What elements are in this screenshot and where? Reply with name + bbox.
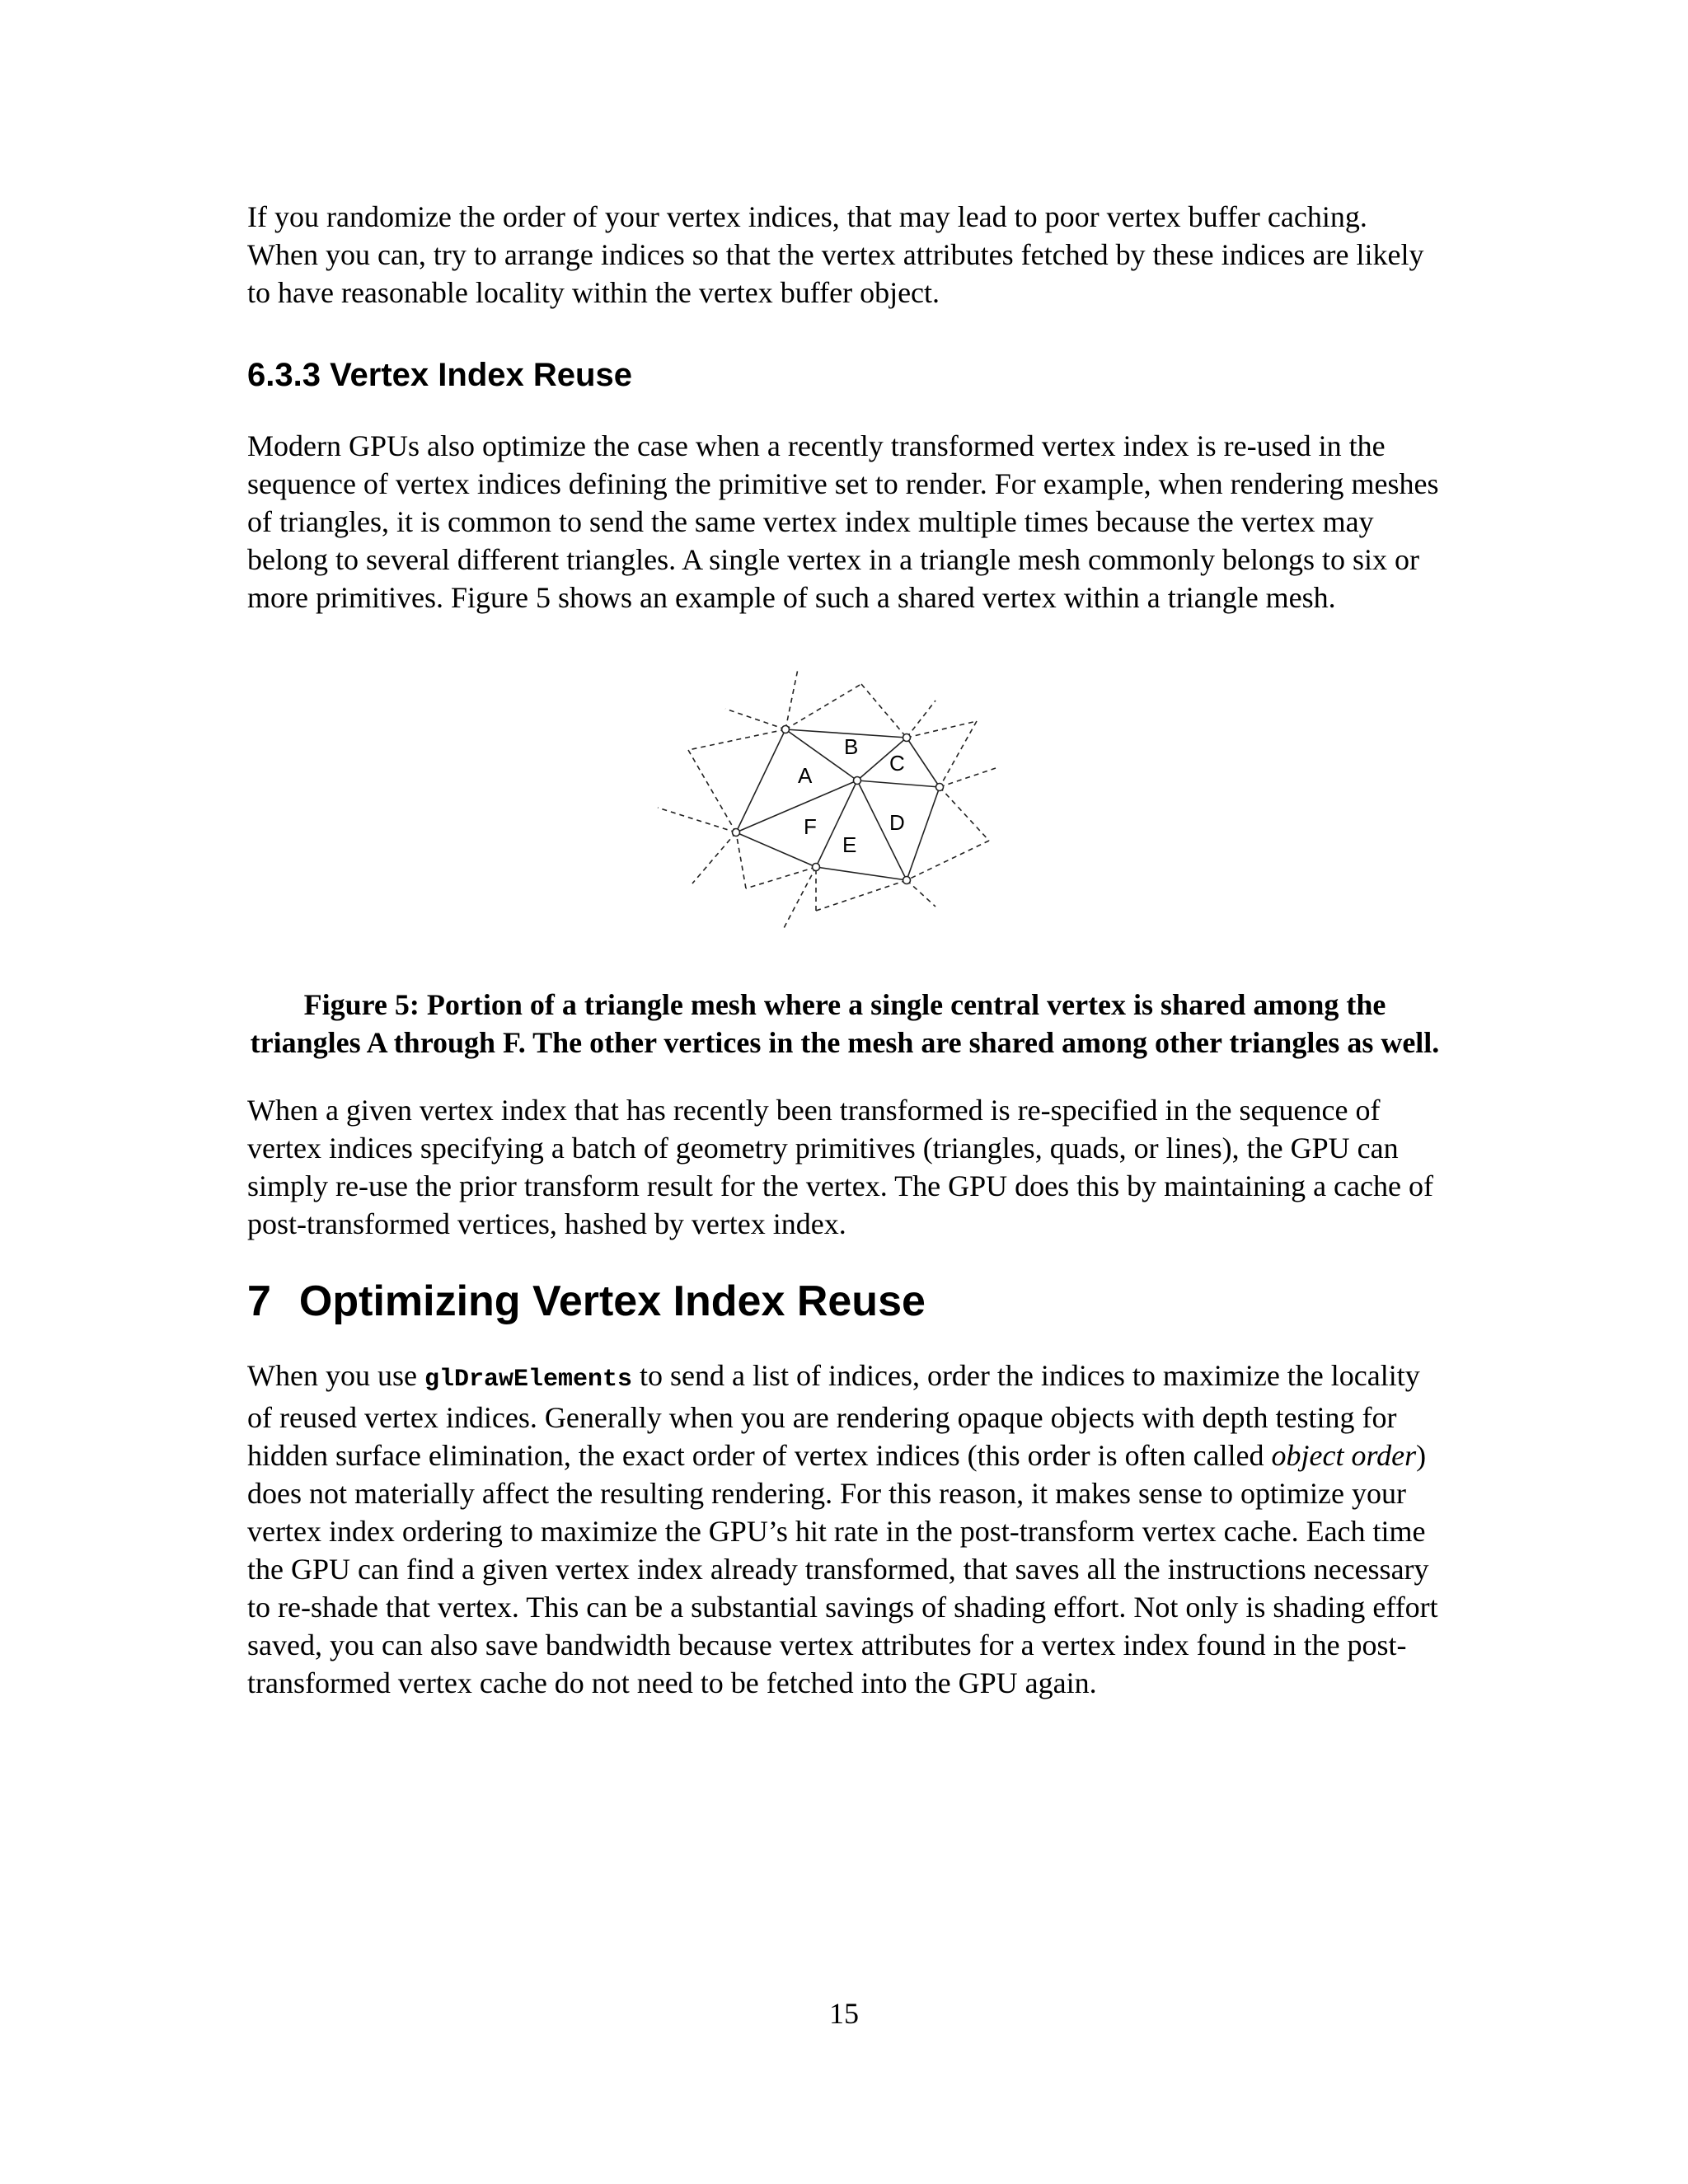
mesh-edge-dashed — [940, 787, 989, 841]
mesh-edge — [907, 738, 940, 787]
italic-term: object order — [1271, 1439, 1417, 1472]
mesh-edge-dashed — [785, 684, 861, 729]
mesh-edge-dashed — [725, 709, 785, 729]
mesh-edge-dashed — [692, 832, 736, 883]
paragraph-text: When you use — [247, 1359, 424, 1392]
mesh-edge-dashed — [816, 880, 907, 911]
document-page — [247, 198, 1442, 1702]
mesh-edge-dashed — [785, 669, 798, 729]
paragraph-optimizing-reuse — [247, 1357, 1442, 1702]
triangle-label-e: E — [842, 832, 857, 857]
mesh-edge-dashed — [783, 867, 816, 930]
triangle-label-d: D — [889, 810, 905, 835]
mesh-edge — [816, 867, 907, 880]
mesh-edge — [736, 780, 857, 832]
mesh-edge — [857, 780, 940, 787]
figure-triangle-mesh — [247, 668, 1442, 940]
mesh-edge-dashed — [907, 701, 935, 738]
figure-caption: Figure 5: Portion of a triangle mesh where a single central vertex is shared among the triangles A through F. The other vertices in the mesh are shared among other triangles as well. — [250, 988, 1440, 1059]
mesh-edge-dashed — [736, 832, 746, 888]
mesh-edge — [907, 787, 940, 880]
mesh-edge-dashed — [940, 721, 977, 787]
section-title: Optimizing Vertex Index Reuse — [298, 1277, 926, 1325]
mesh-edge-dashed — [746, 867, 816, 888]
mesh-edge-dashed — [688, 729, 785, 750]
paragraph-text: to send a list of indices, order the indices to maximize the locality of reused vertex indices. Generally when you are rendering opaque objects with depth testing for hidden surface elimination, the exact order of vertex indices (this order is often called — [247, 1359, 1420, 1472]
mesh-edge-dashed — [688, 750, 736, 832]
paragraph-transform-cache: When a given vertex index that has recently been transformed is re-specified in the sequence of vertex indices specifying a batch of geometry primitives (triangles, quads, or lines), the GPU can simply re-use the prior transform result for the vertex. The GPU does this by maintaining a cache of post-transformed vertices, hashed by vertex index. — [247, 1094, 1433, 1240]
paragraph-index-reuse: Modern GPUs also optimize the case when a recently transformed vertex index is re-used in the sequence of vertex indices defining the primitive set to render. For example, when rendering meshes of triangles, it is common to send the same vertex index multiple times because the vertex may belong to several different triangles. A single vertex in a triangle mesh commonly belongs to six or more primitives. Figure 5 shows an example of such a shared vertex within a triangle mesh. — [247, 429, 1439, 614]
mesh-vertex-central — [854, 777, 861, 785]
mesh-edge-dashed — [907, 721, 977, 738]
mesh-vertex — [733, 829, 740, 837]
mesh-vertex — [903, 734, 911, 742]
triangle-label-b: B — [844, 734, 859, 759]
mesh-vertex — [903, 877, 911, 884]
mesh-edge-dashed — [658, 808, 736, 832]
triangle-mesh-diagram — [651, 668, 1039, 940]
triangle-label-a: A — [798, 763, 813, 788]
page-number: 15 — [829, 1997, 859, 2030]
triangle-label-f: F — [804, 814, 817, 839]
mesh-edge-dashed — [907, 880, 935, 907]
mesh-vertex — [782, 726, 790, 733]
inline-code: glDrawElements — [424, 1366, 632, 1394]
mesh-edge-dashed — [861, 684, 907, 738]
subsection-heading: 6.3.3 Vertex Index Reuse — [247, 357, 632, 393]
mesh-vertex — [813, 864, 820, 871]
paragraph-text: ) does not materially affect the resulting rendering. For this reason, it makes sense to optimize your vertex index ordering to maximize the GPU’s hit rate in the post-transform vertex cache. Each time the GPU can find a given vertex index already transformed, that saves all the instructions necessary to re-shade that vertex. This can be a substantial savings of shading effort. Not only is shading effort saved, you can also save bandwidth because vertex attributes for a vertex index found in the post-transformed vertex cache do not need to be fetched into the GPU again. — [247, 1439, 1438, 1699]
paragraph-vertex-caching: If you randomize the order of your vertex indices, that may lead to poor vertex buffer caching. When you can, try to arrange indices so that the vertex attributes fetched by these indices are likely to have reasonable locality within the vertex buffer object. — [247, 200, 1424, 309]
section-heading — [247, 1276, 1442, 1327]
section-number: 7 — [247, 1277, 271, 1325]
triangle-label-c: C — [889, 751, 905, 776]
mesh-edge — [736, 729, 785, 832]
mesh-vertex — [936, 784, 944, 791]
